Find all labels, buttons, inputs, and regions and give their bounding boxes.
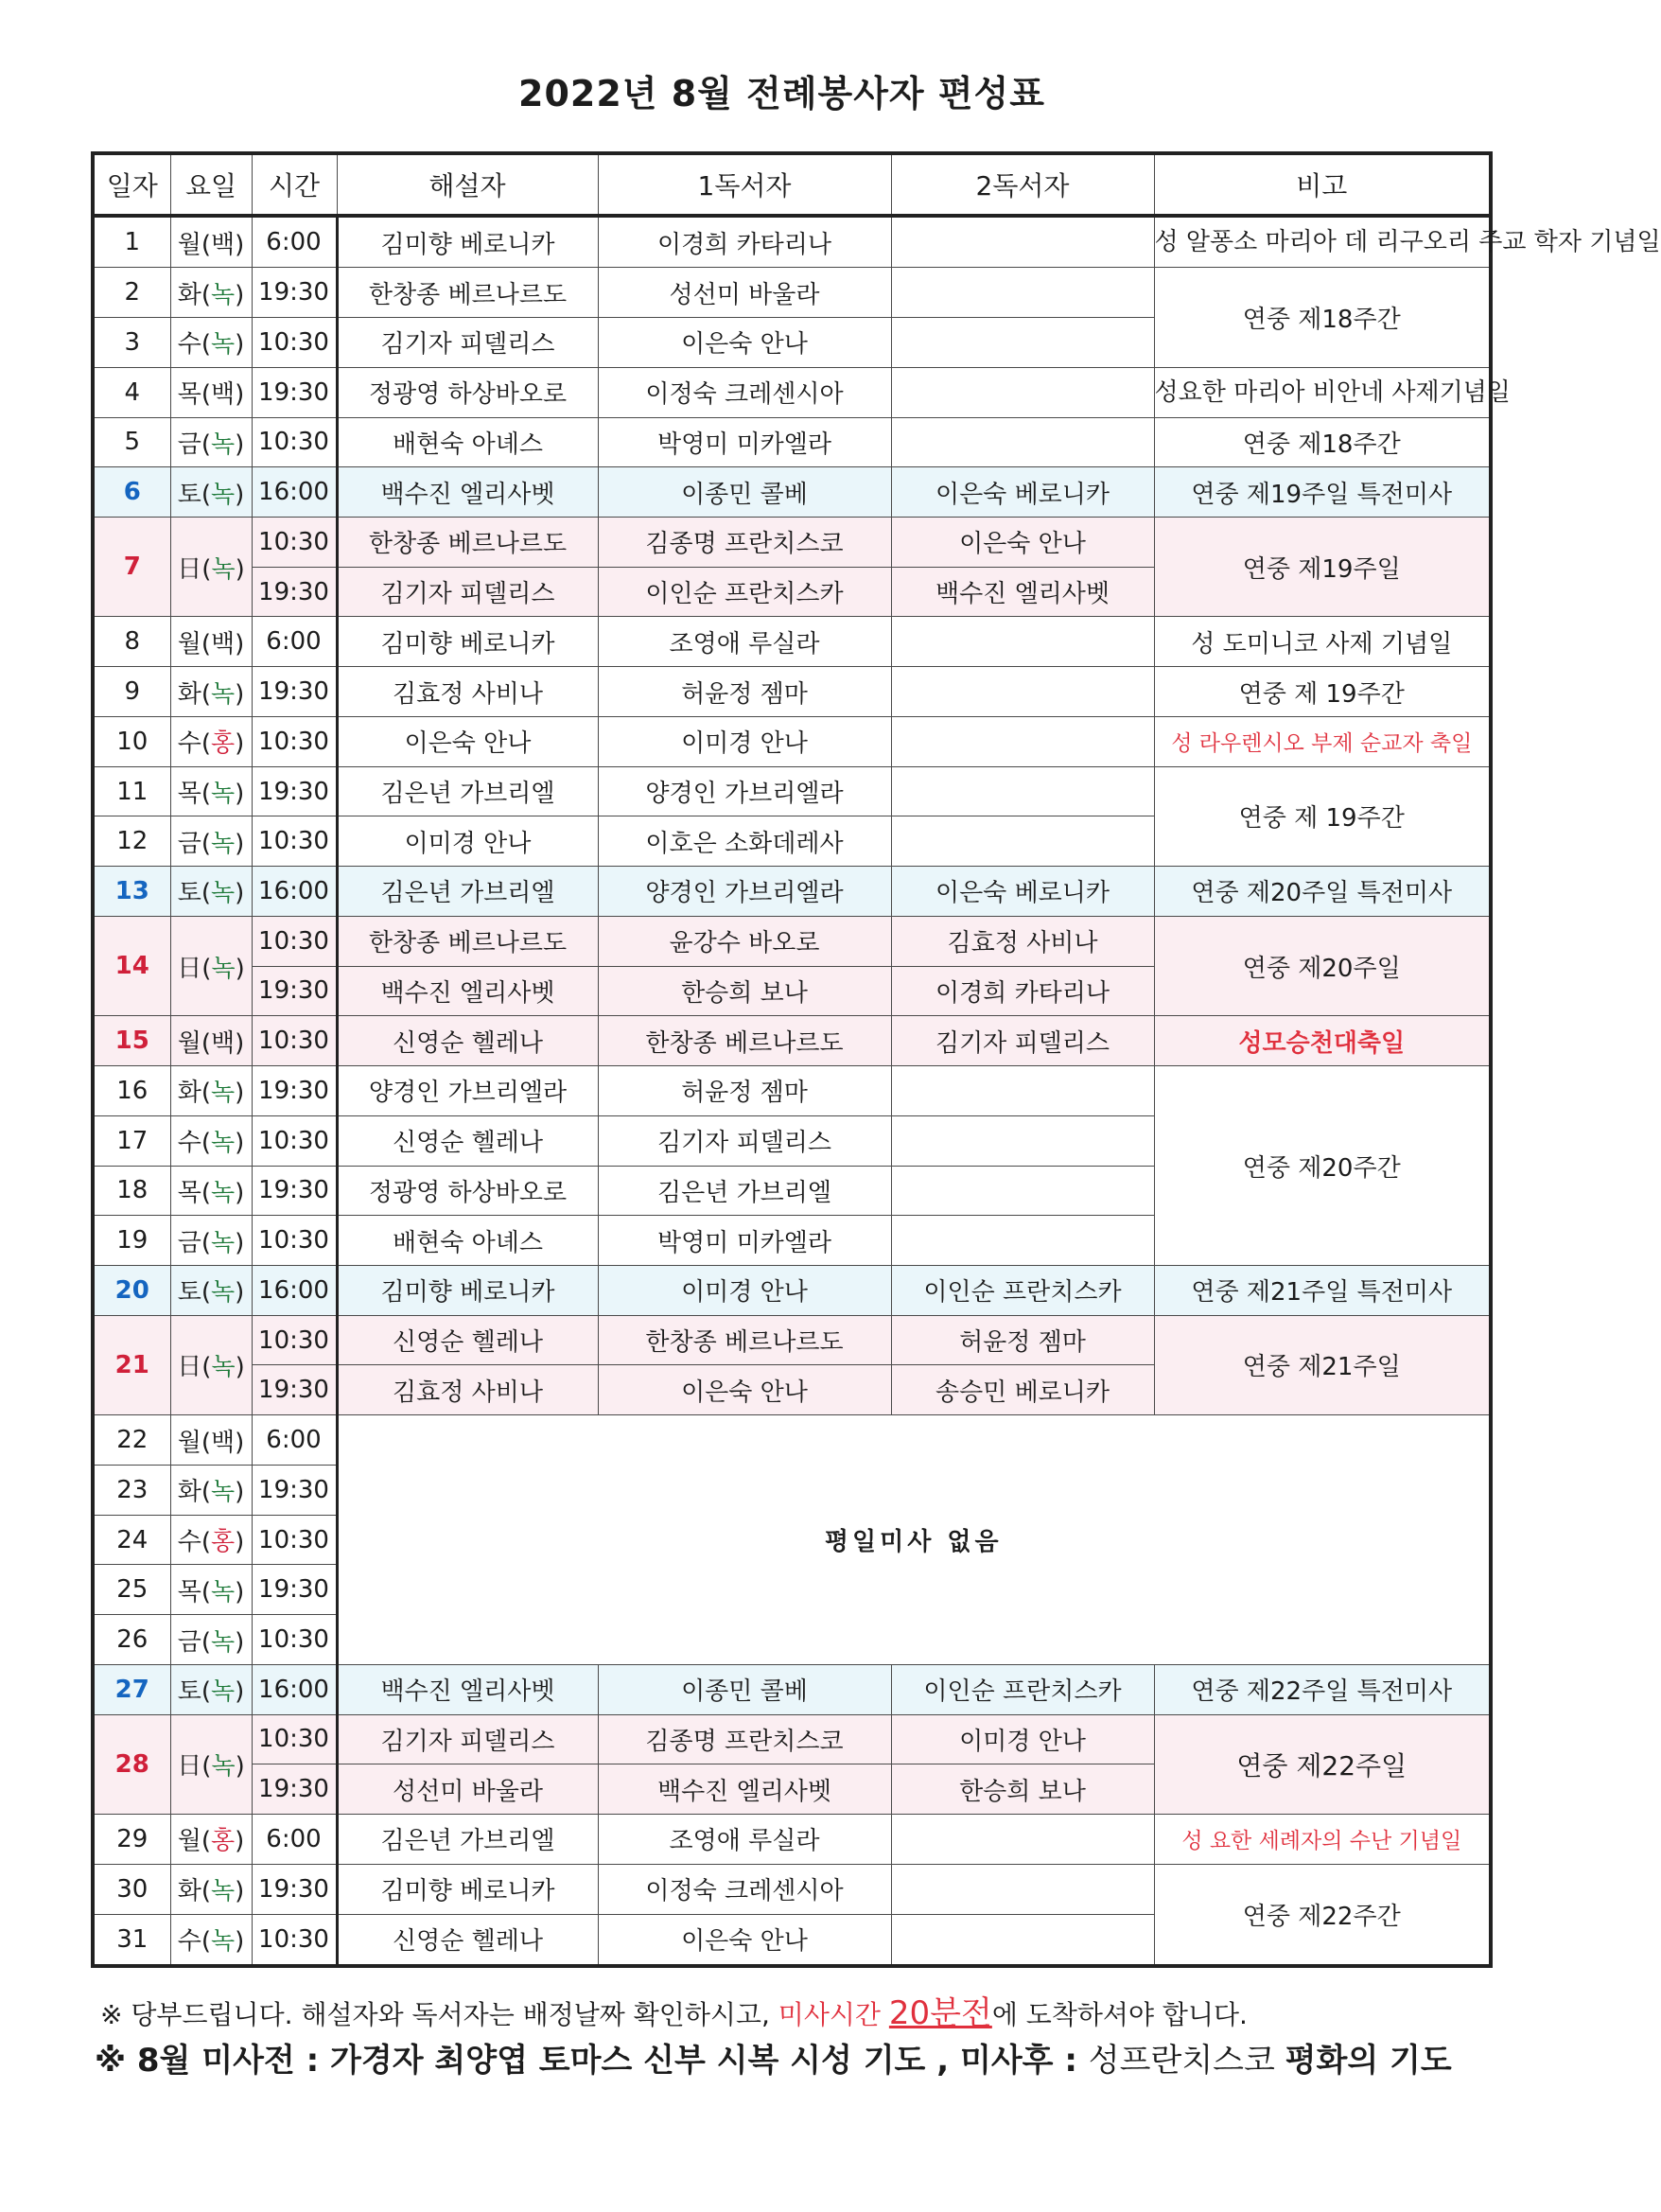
time-cell: 10:30: [252, 318, 337, 368]
reader2-cell: 이은숙 안나: [891, 517, 1154, 567]
table-row: [93, 1066, 1491, 1116]
reader2-cell: 이미경 안나: [891, 1714, 1154, 1764]
commentator-cell: 이은숙 안나: [337, 716, 598, 766]
reader1-cell: 이인순 프란치스카: [598, 567, 891, 617]
weekday-cell: 금(녹): [170, 1216, 252, 1266]
reader1-cell: 이종민 콜베: [598, 467, 891, 518]
time-cell: 6:00: [252, 216, 337, 268]
time-cell: 16:00: [252, 1266, 337, 1316]
date-cell: 9: [93, 667, 170, 717]
reader2-cell: [891, 1066, 1154, 1116]
table-row: [93, 867, 1491, 917]
reader2-cell: 송승민 베로니카: [891, 1365, 1154, 1415]
reader2-cell: [891, 766, 1154, 816]
no-weekday-mass-banner: 평일미사 없음: [337, 1415, 1491, 1665]
reader2-cell: [891, 1864, 1154, 1914]
note-cell: 연중 제20주일: [1154, 916, 1491, 1015]
weekday-cell: 금(녹): [170, 816, 252, 867]
date-cell: 2: [93, 268, 170, 318]
time-cell: 19:30: [252, 1565, 337, 1615]
weekday-cell: 화(녹): [170, 667, 252, 717]
weekday-cell: 토(녹): [170, 467, 252, 518]
reader1-cell: 이미경 안나: [598, 716, 891, 766]
commentator-cell: 한창종 베르나르도: [337, 916, 598, 966]
weekday-cell: 토(녹): [170, 1664, 252, 1714]
weekday-cell: 토(녹): [170, 867, 252, 917]
reader2-cell: [891, 318, 1154, 368]
note-cell: 연중 제22주일: [1154, 1714, 1491, 1814]
commentator-cell: 김효정 사비나: [337, 667, 598, 717]
date-cell: 30: [93, 1864, 170, 1914]
note-cell: 연중 제19주일: [1154, 517, 1491, 616]
time-cell: 16:00: [252, 467, 337, 518]
time-cell: 19:30: [252, 268, 337, 318]
reader2-cell: [891, 1914, 1154, 1966]
time-cell: 10:30: [252, 1515, 337, 1565]
weekday-cell: 목(녹): [170, 1166, 252, 1216]
reader2-cell: [891, 367, 1154, 417]
reader1-cell: 이종민 콜베: [598, 1664, 891, 1714]
reader1-cell: 한승희 보나: [598, 966, 891, 1016]
reader1-cell: 김은년 가브리엘: [598, 1166, 891, 1216]
reader2-cell: 이경희 카타리나: [891, 966, 1154, 1016]
note-cell: 성모승천대축일: [1154, 1016, 1491, 1066]
commentator-cell: 김미향 베로니카: [337, 617, 598, 667]
time-cell: 10:30: [252, 716, 337, 766]
table-row: [93, 916, 1491, 966]
table-row: [93, 1864, 1491, 1914]
date-cell: 22: [93, 1415, 170, 1466]
time-cell: 19:30: [252, 966, 337, 1016]
note-cell: 성 요한 세례자의 수난 기념일: [1154, 1815, 1491, 1865]
date-cell: 21: [93, 1315, 170, 1414]
time-cell: 10:30: [252, 1615, 337, 1665]
reader2-cell: 이인순 프란치스카: [891, 1266, 1154, 1316]
reader2-cell: 허윤정 젬마: [891, 1315, 1154, 1365]
note-cell: 연중 제20주일 특전미사: [1154, 867, 1491, 917]
commentator-cell: 백수진 엘리사벳: [337, 1664, 598, 1714]
table-row: [93, 417, 1491, 467]
weekday-cell: 월(백): [170, 1016, 252, 1066]
date-cell: 20: [93, 1266, 170, 1316]
commentator-cell: 신영순 헬레나: [337, 1914, 598, 1966]
commentator-cell: 성선미 바울라: [337, 1764, 598, 1815]
reader1-cell: 이은숙 안나: [598, 1365, 891, 1415]
reader1-cell: 이정숙 크레센시아: [598, 1864, 891, 1914]
time-cell: 10:30: [252, 1115, 337, 1166]
reader2-cell: [891, 1216, 1154, 1266]
date-cell: 14: [93, 916, 170, 1015]
commentator-cell: 김은년 가브리엘: [337, 867, 598, 917]
note-cell: 성 라우렌시오 부제 순교자 축일: [1154, 716, 1491, 766]
reader2-cell: 이인순 프란치스카: [891, 1664, 1154, 1714]
reader2-cell: [891, 816, 1154, 867]
table-row: [93, 1315, 1491, 1365]
table-row: [93, 216, 1491, 268]
weekday-cell: 금(녹): [170, 417, 252, 467]
date-cell: 31: [93, 1914, 170, 1966]
weekday-cell: 월(백): [170, 617, 252, 667]
reader2-cell: [891, 1166, 1154, 1216]
time-cell: 6:00: [252, 617, 337, 667]
date-cell: 28: [93, 1714, 170, 1814]
note-cell: 연중 제19주일 특전미사: [1154, 467, 1491, 518]
table-row: [93, 1664, 1491, 1714]
reader2-cell: [891, 268, 1154, 318]
weekday-cell: 화(녹): [170, 1465, 252, 1515]
note-cell: 연중 제 19주간: [1154, 667, 1491, 717]
reader2-cell: 한승희 보나: [891, 1764, 1154, 1815]
date-cell: 13: [93, 867, 170, 917]
commentator-cell: 김미향 베로니카: [337, 1266, 598, 1316]
weekday-cell: 日(녹): [170, 1315, 252, 1414]
page-title: 2022년 8월 전례봉사자 편성표: [518, 73, 1045, 114]
date-cell: 18: [93, 1166, 170, 1216]
date-cell: 23: [93, 1465, 170, 1515]
header-time: 시간: [252, 153, 337, 216]
reader1-cell: 김종명 프란치스코: [598, 517, 891, 567]
reader1-cell: 조영애 루실라: [598, 1815, 891, 1865]
reader1-cell: 이미경 안나: [598, 1266, 891, 1316]
weekday-cell: 日(녹): [170, 517, 252, 616]
commentator-cell: 정광영 하상바오로: [337, 367, 598, 417]
date-cell: 8: [93, 617, 170, 667]
time-cell: 19:30: [252, 1166, 337, 1216]
date-cell: 7: [93, 517, 170, 616]
table-header: [93, 153, 1491, 216]
weekday-cell: 日(녹): [170, 916, 252, 1015]
reader1-cell: 허윤정 젬마: [598, 667, 891, 717]
time-cell: 19:30: [252, 367, 337, 417]
date-cell: 10: [93, 716, 170, 766]
schedule-table: [91, 151, 1661, 1968]
time-cell: 10:30: [252, 1216, 337, 1266]
note-cell: 연중 제 19주간: [1154, 766, 1491, 866]
weekday-cell: 목(녹): [170, 1565, 252, 1615]
commentator-cell: 한창종 베르나르도: [337, 268, 598, 318]
date-cell: 5: [93, 417, 170, 467]
table-row: [93, 617, 1491, 667]
commentator-cell: 김미향 베로니카: [337, 1864, 598, 1914]
commentator-cell: 배현숙 아녜스: [337, 417, 598, 467]
note-cell: 연중 제22주일 특전미사: [1154, 1664, 1491, 1714]
commentator-cell: 신영순 헬레나: [337, 1016, 598, 1066]
date-cell: 12: [93, 816, 170, 867]
weekday-cell: 수(홍): [170, 716, 252, 766]
time-cell: 19:30: [252, 567, 337, 617]
commentator-cell: 김기자 피델리스: [337, 318, 598, 368]
commentator-cell: 한창종 베르나르도: [337, 517, 598, 567]
commentator-cell: 김미향 베로니카: [337, 216, 598, 268]
note-cell: 연중 제18주간: [1154, 268, 1491, 367]
header-date: 일자: [93, 153, 170, 216]
table-row: [93, 716, 1491, 766]
note-cell: 성 알퐁소 마리아 데 리구오리 주교 학자 기념일: [1154, 216, 1491, 268]
weekday-cell: 월(백): [170, 1415, 252, 1466]
reader1-cell: 이경희 카타리나: [598, 216, 891, 268]
commentator-cell: 신영순 헬레나: [337, 1115, 598, 1166]
time-cell: 16:00: [252, 867, 337, 917]
note-cell: 연중 제18주간: [1154, 417, 1491, 467]
reader1-cell: 한창종 베르나르도: [598, 1315, 891, 1365]
time-cell: 19:30: [252, 1066, 337, 1116]
weekday-cell: 화(녹): [170, 1066, 252, 1116]
table-row: [93, 766, 1491, 816]
reader1-cell: 김기자 피델리스: [598, 1115, 891, 1166]
weekday-cell: 토(녹): [170, 1266, 252, 1316]
weekday-cell: 화(녹): [170, 1864, 252, 1914]
time-cell: 10:30: [252, 417, 337, 467]
commentator-cell: 김기자 피델리스: [337, 1714, 598, 1764]
reader2-cell: [891, 1115, 1154, 1166]
note-cell: 성요한 마리아 비안네 사제기념일: [1154, 367, 1491, 417]
reader1-cell: 한창종 베르나르도: [598, 1016, 891, 1066]
time-cell: 19:30: [252, 667, 337, 717]
header-note: 비고: [1154, 153, 1491, 216]
weekday-cell: 화(녹): [170, 268, 252, 318]
commentator-cell: 백수진 엘리사벳: [337, 966, 598, 1016]
header-reader1: 1독서자: [598, 153, 891, 216]
footer-notice: ※ 당부드립니다. 해설자와 독서자는 배정날짜 확인하시고, 미사시간 20분전에 도착하셔야 합니다.: [100, 1994, 1248, 2032]
date-cell: 19: [93, 1216, 170, 1266]
date-cell: 6: [93, 467, 170, 518]
date-cell: 25: [93, 1565, 170, 1615]
reader2-cell: 백수진 엘리사벳: [891, 567, 1154, 617]
table-row: [93, 517, 1491, 567]
reader1-cell: 이정숙 크레센시아: [598, 367, 891, 417]
commentator-cell: 김은년 가브리엘: [337, 766, 598, 816]
note-cell: 성 도미니코 사제 기념일: [1154, 617, 1491, 667]
reader1-cell: 양경인 가브리엘라: [598, 867, 891, 917]
header-commentator: 해설자: [337, 153, 598, 216]
reader1-cell: 박영미 미카엘라: [598, 417, 891, 467]
time-cell: 10:30: [252, 517, 337, 567]
table-row: [93, 1815, 1491, 1865]
date-cell: 26: [93, 1615, 170, 1665]
weekday-cell: 수(녹): [170, 1914, 252, 1966]
date-cell: 16: [93, 1066, 170, 1116]
weekday-cell: 금(녹): [170, 1615, 252, 1665]
reader2-cell: 김기자 피델리스: [891, 1016, 1154, 1066]
date-cell: 29: [93, 1815, 170, 1865]
date-cell: 17: [93, 1115, 170, 1166]
note-cell: 연중 제21주일 특전미사: [1154, 1266, 1491, 1316]
note-cell: 연중 제21주일: [1154, 1315, 1491, 1414]
note-cell: 연중 제22주간: [1154, 1864, 1491, 1966]
reader1-cell: 조영애 루실라: [598, 617, 891, 667]
time-cell: 19:30: [252, 1465, 337, 1515]
commentator-cell: 양경인 가브리엘라: [337, 1066, 598, 1116]
reader1-cell: 이은숙 안나: [598, 318, 891, 368]
reader1-cell: 김종명 프란치스코: [598, 1714, 891, 1764]
reader1-cell: 윤강수 바오로: [598, 916, 891, 966]
time-cell: 10:30: [252, 1016, 337, 1066]
date-cell: 27: [93, 1664, 170, 1714]
time-cell: 19:30: [252, 766, 337, 816]
weekday-cell: 수(홍): [170, 1515, 252, 1565]
weekday-cell: 목(백): [170, 367, 252, 417]
date-cell: 1: [93, 216, 170, 268]
date-cell: 4: [93, 367, 170, 417]
commentator-cell: 백수진 엘리사벳: [337, 467, 598, 518]
time-cell: 10:30: [252, 1315, 337, 1365]
reader1-cell: 양경인 가브리엘라: [598, 766, 891, 816]
table-row: [93, 1415, 1491, 1466]
time-cell: 19:30: [252, 1365, 337, 1415]
note-cell: 연중 제20주간: [1154, 1066, 1491, 1266]
reader1-cell: 이은숙 안나: [598, 1914, 891, 1966]
time-cell: 6:00: [252, 1415, 337, 1466]
reader2-cell: [891, 667, 1154, 717]
weekday-cell: 수(녹): [170, 318, 252, 368]
reader2-cell: [891, 216, 1154, 268]
reader2-cell: 이은숙 베로니카: [891, 467, 1154, 518]
weekday-cell: 월(백): [170, 216, 252, 268]
reader1-cell: 성선미 바울라: [598, 268, 891, 318]
header-reader2: 2독서자: [891, 153, 1154, 216]
time-cell: 10:30: [252, 816, 337, 867]
commentator-cell: 김효정 사비나: [337, 1365, 598, 1415]
table-row: [93, 268, 1491, 318]
time-cell: 16:00: [252, 1664, 337, 1714]
table-row: [93, 1016, 1491, 1066]
table-row: [93, 667, 1491, 717]
header-weekday: 요일: [170, 153, 252, 216]
reader2-cell: [891, 617, 1154, 667]
reader1-cell: 허윤정 젬마: [598, 1066, 891, 1116]
reader2-cell: 이은숙 베로니카: [891, 867, 1154, 917]
time-cell: 19:30: [252, 1764, 337, 1815]
table-row: [93, 1266, 1491, 1316]
commentator-cell: 배현숙 아녜스: [337, 1216, 598, 1266]
reader2-cell: [891, 716, 1154, 766]
reader2-cell: [891, 1815, 1154, 1865]
time-cell: 19:30: [252, 1864, 337, 1914]
table-row: [93, 1714, 1491, 1764]
date-cell: 3: [93, 318, 170, 368]
commentator-cell: 정광영 하상바오로: [337, 1166, 598, 1216]
time-cell: 10:30: [252, 1714, 337, 1764]
reader1-cell: 박영미 미카엘라: [598, 1216, 891, 1266]
commentator-cell: 김기자 피델리스: [337, 567, 598, 617]
weekday-cell: 목(녹): [170, 766, 252, 816]
commentator-cell: 이미경 안나: [337, 816, 598, 867]
reader2-cell: [891, 417, 1154, 467]
date-cell: 15: [93, 1016, 170, 1066]
weekday-cell: 월(홍): [170, 1815, 252, 1865]
commentator-cell: 신영순 헬레나: [337, 1315, 598, 1365]
date-cell: 11: [93, 766, 170, 816]
reader2-cell: 김효정 사비나: [891, 916, 1154, 966]
reader1-cell: 백수진 엘리사벳: [598, 1764, 891, 1815]
weekday-cell: 수(녹): [170, 1115, 252, 1166]
table-row: [93, 367, 1491, 417]
time-cell: 10:30: [252, 1914, 337, 1966]
time-cell: 10:30: [252, 916, 337, 966]
date-cell: 24: [93, 1515, 170, 1565]
footer-prayer: ※ 8월 미사전 : 가경자 최양엽 토마스 신부 시복 시성 기도 , 미사후 : 성프란치스코 평화의 기도: [95, 2042, 1452, 2080]
weekday-cell: 日(녹): [170, 1714, 252, 1814]
commentator-cell: 김은년 가브리엘: [337, 1815, 598, 1865]
table-row: [93, 467, 1491, 518]
time-cell: 6:00: [252, 1815, 337, 1865]
reader1-cell: 이호은 소화데레사: [598, 816, 891, 867]
